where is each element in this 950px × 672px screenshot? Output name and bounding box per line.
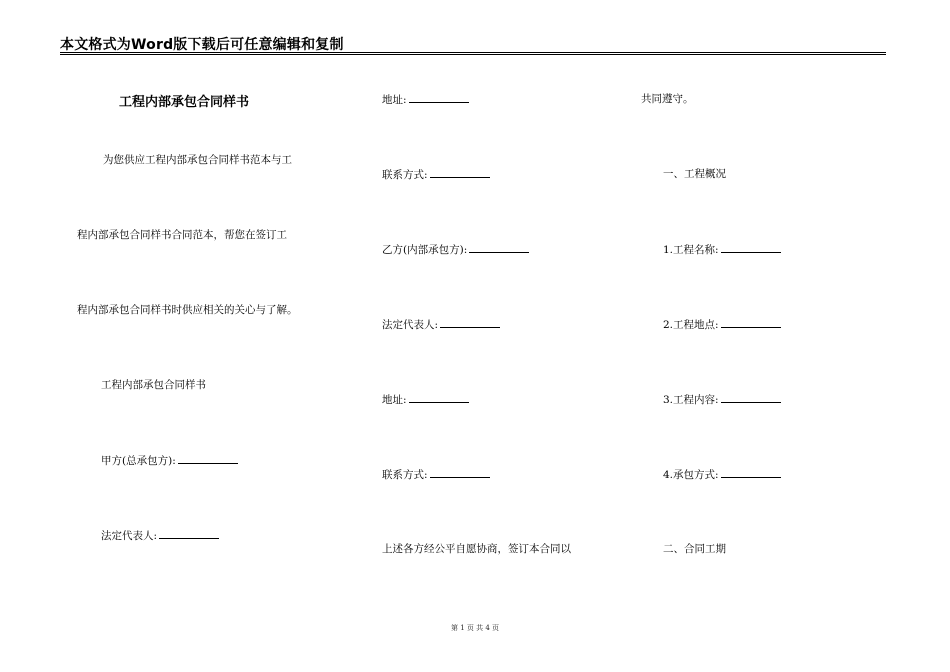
contact-a-blank xyxy=(430,168,490,178)
contact-a-label: 联系方式: xyxy=(382,169,428,181)
project-content-label: 3.工程内容: xyxy=(663,394,719,406)
contact-a-field xyxy=(382,168,490,182)
party-b-blank xyxy=(469,243,529,253)
address-b-blank xyxy=(409,393,469,403)
section-heading-2: 二、合同工期 xyxy=(663,543,726,555)
intro-line-1: 为您供应工程内部承包合同样书范本与工 xyxy=(103,154,292,166)
party-a-blank xyxy=(178,454,238,464)
legal-rep-b-label: 法定代表人: xyxy=(382,319,439,331)
party-b-field xyxy=(382,243,529,257)
agreement-line: 上述各方经公平自愿协商，签订本合同以 xyxy=(382,543,571,555)
address-b-field xyxy=(382,393,469,407)
contract-method-field xyxy=(663,468,781,482)
project-location-label: 2.工程地点: xyxy=(663,319,719,331)
contract-name: 工程内部承包合同样书 xyxy=(101,379,206,391)
party-b-label: 乙方(内部承包方): xyxy=(382,244,468,256)
project-name-field xyxy=(663,243,781,257)
legal-rep-a-blank xyxy=(159,529,219,539)
intro-line-3: 程内部承包合同样书时供应相关的关心与了解。 xyxy=(77,304,298,316)
address-a-blank xyxy=(409,93,469,103)
legal-rep-a-field xyxy=(101,529,219,543)
project-name-label: 1.工程名称: xyxy=(663,244,719,256)
section-heading-1: 一、工程概况 xyxy=(663,168,726,180)
project-location-field xyxy=(663,318,781,332)
header-rule xyxy=(60,52,886,53)
project-location-blank xyxy=(721,318,781,328)
contact-b-label: 联系方式: xyxy=(382,469,428,481)
party-a-label: 甲方(总承包方): xyxy=(101,455,176,467)
project-name-blank xyxy=(721,243,781,253)
contact-b-blank xyxy=(430,468,490,478)
page-header: 本文格式为Word版下载后可任意编辑和复制 xyxy=(60,37,344,53)
page-footer: 第 1 页 共 4 页 xyxy=(450,624,500,632)
contract-method-label: 4.承包方式: xyxy=(663,469,719,481)
legal-rep-b-blank xyxy=(440,318,500,328)
contract-method-blank xyxy=(721,468,781,478)
legal-rep-b-field xyxy=(382,318,500,332)
header-rule-thin xyxy=(60,54,886,55)
address-b-label: 地址: xyxy=(382,394,407,406)
address-a-label: 地址: xyxy=(382,94,407,106)
abide-line: 共同遵守。 xyxy=(641,93,694,105)
project-content-blank xyxy=(721,393,781,403)
project-content-field xyxy=(663,393,781,407)
document-title: 工程内部承包合同样书 xyxy=(119,95,250,110)
intro-line-2: 程内部承包合同样书合同范本，帮您在签订工 xyxy=(77,229,287,241)
address-a-field xyxy=(382,93,469,107)
party-a-field xyxy=(101,454,238,468)
legal-rep-a-label: 法定代表人: xyxy=(101,530,158,542)
contact-b-field xyxy=(382,468,490,482)
